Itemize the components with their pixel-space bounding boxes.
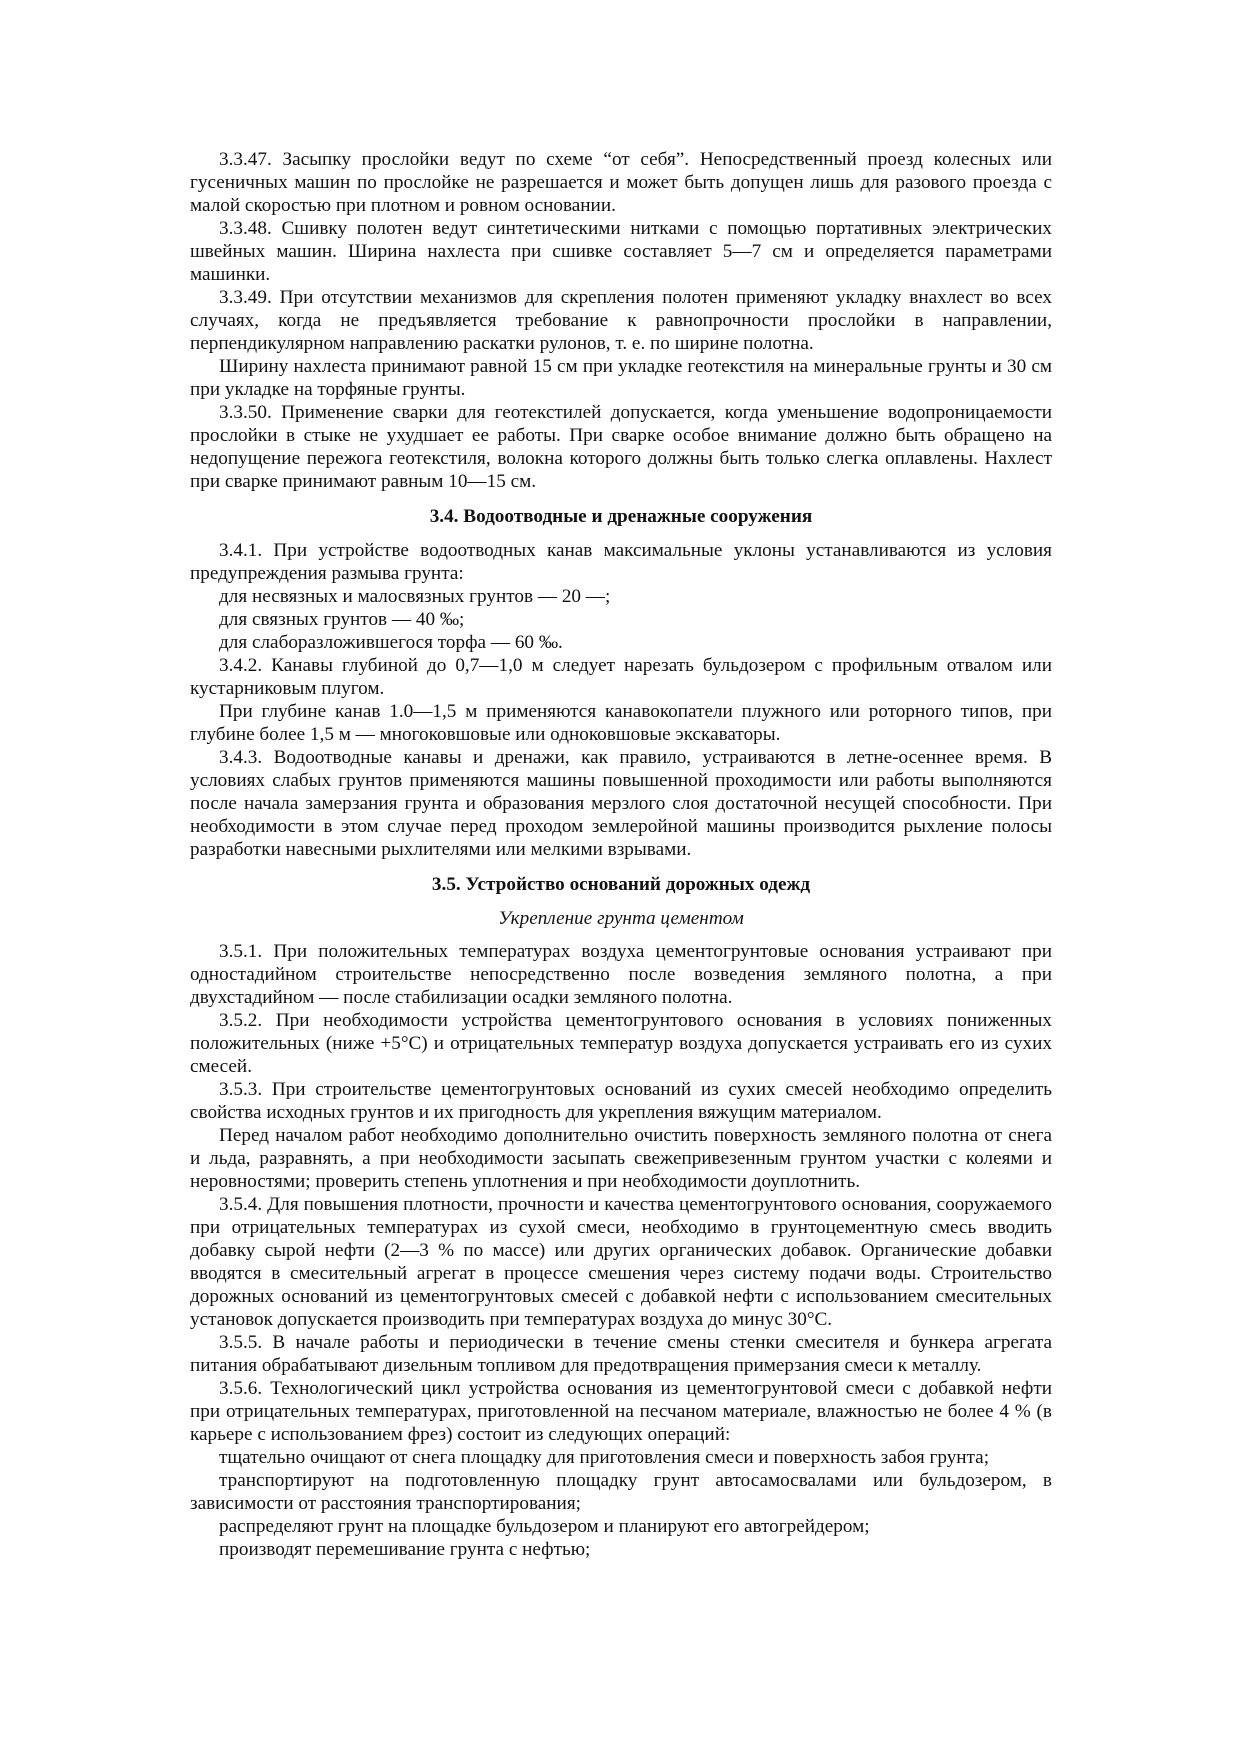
list-item-operation-3: распределяют грунт на площадке бульдозером и планируют его автогрейдером; [219,1516,870,1537]
section-heading-3-5: 3.5. Устройство оснований дорожных одежд [431,874,811,895]
paragraph-3-5-6: 3.5.6. Технологический цикл устройства основания из цементогрунтовой смеси с добавкой нефти при отрицательных температурах, приготовленной на песчаном материале, влажностью не более 4 % (в карьере с использованием фрез) состоит из следующих операций: [190,1378,1052,1445]
paragraph-3-5-4: 3.5.4. Для повышения плотности, прочности и качества цементогрунтового основания, сооружаемого при отрицательных температурах из сухой смеси, необходимо в грунтоцементную смесь вводить добавку сырой нефти (2—3 % по массе) или других органических добавок. Органические добавки вводятся в смесительный агрегат в процессе смешения через систему подачи воды. Строительство дорожных оснований из цементогрунтовых смесей с добавкой нефти с использованием смесительных установок допускается производить при температурах воздуха до минус 30°С. [190,1194,1052,1330]
paragraph-3-5-3: 3.5.3. При строительстве цементогрунтовых оснований из сухих смесей необходимо определить свойства исходных грунтов и их пригодность для укрепления вяжущим материалом. [190,1079,1052,1123]
paragraph-3-3-47: 3.3.47. Засыпку прослойки ведут по схеме “от себя”. Непосредственный проезд колесных или гусеничных машин по прослойке не разрешается и может быть допущен лишь для разового проезда с малой скоростью при плотном и ровном основании. [190,149,1052,216]
list-item-operation-2: транспортируют на подготовленную площадку грунт автосамосвалами или бульдозером, в зависимости от расстояния транспортирования; [190,1470,1052,1514]
list-item-slope-1: для несвязных и малосвязных грунтов — 20 —; [219,586,611,607]
paragraph-ditch-depth: При глубине канав 1.0—1,5 м применяются канавокопатели плужного или роторного типов, при глубине более 1,5 м — многоковшовые или одноковшовые экскаваторы. [190,701,1052,745]
section-heading-3-4: 3.4. Водоотводные и дренажные сооружения [429,506,813,527]
list-item-operation-1: тщательно очищают от снега площадку для приготовления смеси и поверхность забоя грунта; [219,1447,990,1468]
document-page [190,148,1052,1561]
paragraph-3-5-1: 3.5.1. При положительных температурах воздуха цементогрунтовые основания устраивают при одностадийном строительстве непосредственно после возведения земляного полотна, а при двухстадийном — после стабилизации осадки земляного полотна. [190,941,1052,1008]
subsection-heading: Укрепление грунта цементом [498,908,744,929]
paragraph-3-3-50: 3.3.50. Применение сварки для геотекстилей допускается, когда уменьшение водопроницаемости прослойки в стыке не ухудшает ее работы. При сварке особое внимание должно быть обращено на недопущение пережога геотекстиля, волокна которого должны быть только слегка оплавлены. Нахлест при сварке принимают равным 10—15 см. [190,402,1052,492]
paragraph-3-4-1: 3.4.1. При устройстве водоотводных канав максимальные уклоны устанавливаются из условия предупреждения размыва грунта: [190,540,1052,584]
paragraph-3-5-5: 3.5.5. В начале работы и периодически в течение смены стенки смесителя и бункера агрегата питания обрабатывают дизельным топливом для предотвращения примерзания смеси к металлу. [190,1332,1052,1376]
paragraph-3-4-2: 3.4.2. Канавы глубиной до 0,7—1,0 м следует нарезать бульдозером с профильным отвалом или кустарниковым плугом. [190,655,1052,699]
list-item-slope-3: для слаборазложившегося торфа — 60 ‰. [219,632,563,653]
paragraph-3-3-48: 3.3.48. Сшивку полотен ведут синтетическими нитками с помощью портативных электрических швейных машин. Ширина нахлеста при сшивке составляет 5—7 см и определяется параметрами машинки. [190,218,1052,285]
paragraph-3-5-2: 3.5.2. При необходимости устройства цементогрунтового основания в условиях пониженных положительных (ниже +5°С) и отрицательных температур воздуха допускается устраивать его из сухих смесей. [190,1010,1052,1077]
list-item-slope-2: для связных грунтов — 40 ‰; [219,609,465,630]
list-item-operation-4: производят перемешивание грунта с нефтью; [219,1539,591,1560]
paragraph-3-3-49: 3.3.49. При отсутствии механизмов для скрепления полотен применяют укладку внахлест во всех случаях, когда не предъявляется требование к равнопрочности прослойки в направлении, перпендикулярном направлению раскатки рулонов, т. е. по ширине полотна. [190,287,1052,354]
paragraph-prep-work: Перед началом работ необходимо дополнительно очистить поверхность земляного полотна от снега и льда, разравнять, а при необходимости засыпать свежепривезенным грунтом участки с колеями и неровностями; проверить степень уплотнения и при необходимости доуплотнить. [190,1125,1052,1192]
paragraph-overlap-width: Ширину нахлеста принимают равной 15 см при укладке геотекстиля на минеральные грунты и 30 см при укладке на торфяные грунты. [190,356,1052,400]
paragraph-3-4-3: 3.4.3. Водоотводные канавы и дренажи, как правило, устраиваются в летне-осеннее время. В условиях слабых грунтов применяются машины повышенной проходимости или работы выполняются после начала замерзания грунта и образования мерзлого слоя достаточной несущей способности. При необходимости в этом случае перед проходом землеройной машины производится рыхление полосы разработки навесными рыхлителями или мелкими взрывами. [190,747,1052,860]
